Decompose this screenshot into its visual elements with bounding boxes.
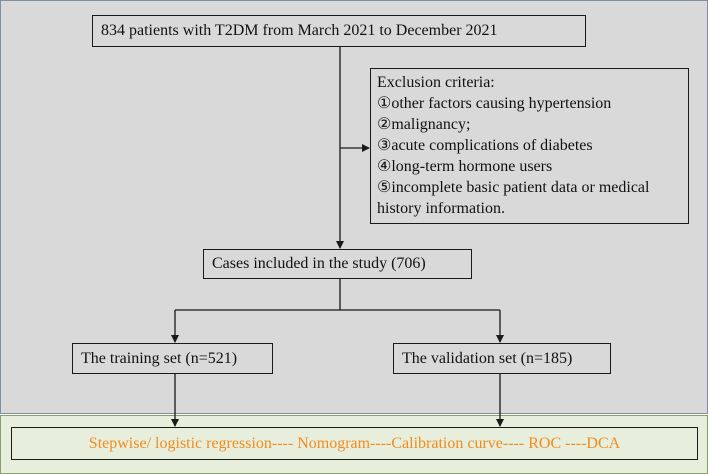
source-population-text: 834 patients with T2DM from March 2021 to December 2021	[101, 22, 498, 39]
source-population-box	[92, 15, 586, 47]
exclusion-title: Exclusion criteria:	[377, 74, 495, 91]
exclusion-criteria-box	[370, 68, 689, 224]
included-cases-box	[203, 249, 472, 279]
exclusion-item: history information.	[377, 200, 505, 217]
exclusion-item: ③acute complications of diabetes	[377, 137, 593, 154]
methods-box	[11, 427, 698, 460]
validation-set-text: The validation set (n=185)	[402, 350, 573, 367]
validation-set-box	[393, 343, 611, 374]
exclusion-item: ①other factors causing hypertension	[377, 95, 612, 112]
training-set-text: The training set (n=521)	[81, 350, 238, 367]
exclusion-item: ⑤incomplete basic patient data or medical	[377, 179, 650, 196]
exclusion-item: ②malignancy;	[377, 116, 471, 133]
exclusion-item: ④long-term hormone users	[377, 158, 553, 175]
included-cases-text: Cases included in the study (706)	[212, 255, 426, 272]
training-set-box	[72, 343, 273, 374]
methods-text: Stepwise/ logistic regression---- Nomogram----Calibration curve---- ROC ----DCA	[88, 435, 621, 452]
